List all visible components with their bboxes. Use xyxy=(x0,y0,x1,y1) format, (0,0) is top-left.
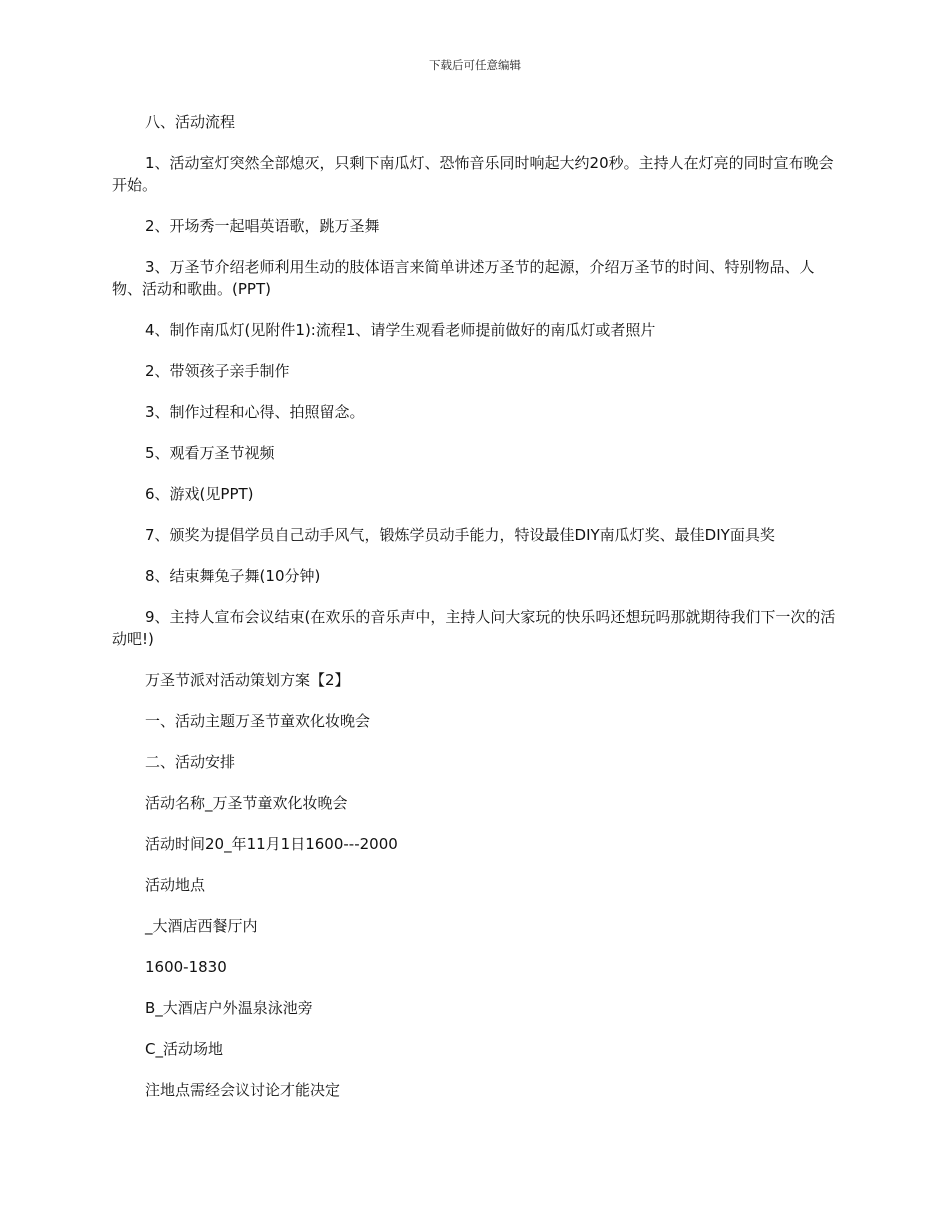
paragraph: 7、颁奖为提倡学员自己动手风气，锻炼学员动手能力，特设最佳DIY南瓜灯奖、最佳DIY面具奖 xyxy=(145,526,775,544)
paragraph: 3、万圣节介绍老师利用生动的肢体语言来简单讲述万圣节的起源，介绍万圣节的时间、特别物品、人物、活动和歌曲。(PPT) xyxy=(112,258,815,298)
paragraph: 活动地点 xyxy=(145,876,206,894)
section-heading-activity-flow: 八、活动流程 xyxy=(145,113,236,131)
paragraph: 二、活动安排 xyxy=(145,753,236,771)
paragraph: 2、带领孩子亲手制作 xyxy=(145,362,290,380)
document-body xyxy=(112,111,836,1120)
paragraph: 1、活动室灯突然全部熄灭，只剩下南瓜灯、恐怖音乐同时响起大约20秒。主持人在灯亮的同时宣布晚会开始。 xyxy=(112,154,834,194)
paragraph: 一、活动主题万圣节童欢化妆晚会 xyxy=(145,712,371,730)
paragraph: 活动时间20_年11月1日1600---2000 xyxy=(145,835,398,853)
paragraph: B_大酒店户外温泉泳池旁 xyxy=(145,999,313,1017)
paragraph: 4、制作南瓜灯(见附件1):流程1、请学生观看老师提前做好的南瓜灯或者照片 xyxy=(145,321,656,339)
paragraph: 1600-1830 xyxy=(145,958,227,976)
header-note: 下载后可任意编辑 xyxy=(429,58,521,72)
paragraph: 5、观看万圣节视频 xyxy=(145,444,275,462)
paragraph: 8、结束舞兔子舞(10分钟) xyxy=(145,567,321,585)
paragraph: _大酒店西餐厅内 xyxy=(145,917,258,935)
paragraph: 9、主持人宣布会议结束(在欢乐的音乐声中，主持人问大家玩的快乐吗还想玩吗那就期待我们下一次的活动吧!) xyxy=(112,608,836,648)
paragraph: 6、游戏(见PPT) xyxy=(145,485,254,503)
section-title-plan-2: 万圣节派对活动策划方案【2】 xyxy=(145,671,350,689)
paragraph: C_活动场地 xyxy=(145,1040,223,1058)
paragraph: 活动名称_万圣节童欢化妆晚会 xyxy=(145,794,348,812)
paragraph: 3、制作过程和心得、拍照留念。 xyxy=(145,403,365,421)
paragraph: 注地点需经会议讨论才能决定 xyxy=(145,1081,341,1099)
paragraph: 2、开场秀一起唱英语歌，跳万圣舞 xyxy=(145,217,380,235)
